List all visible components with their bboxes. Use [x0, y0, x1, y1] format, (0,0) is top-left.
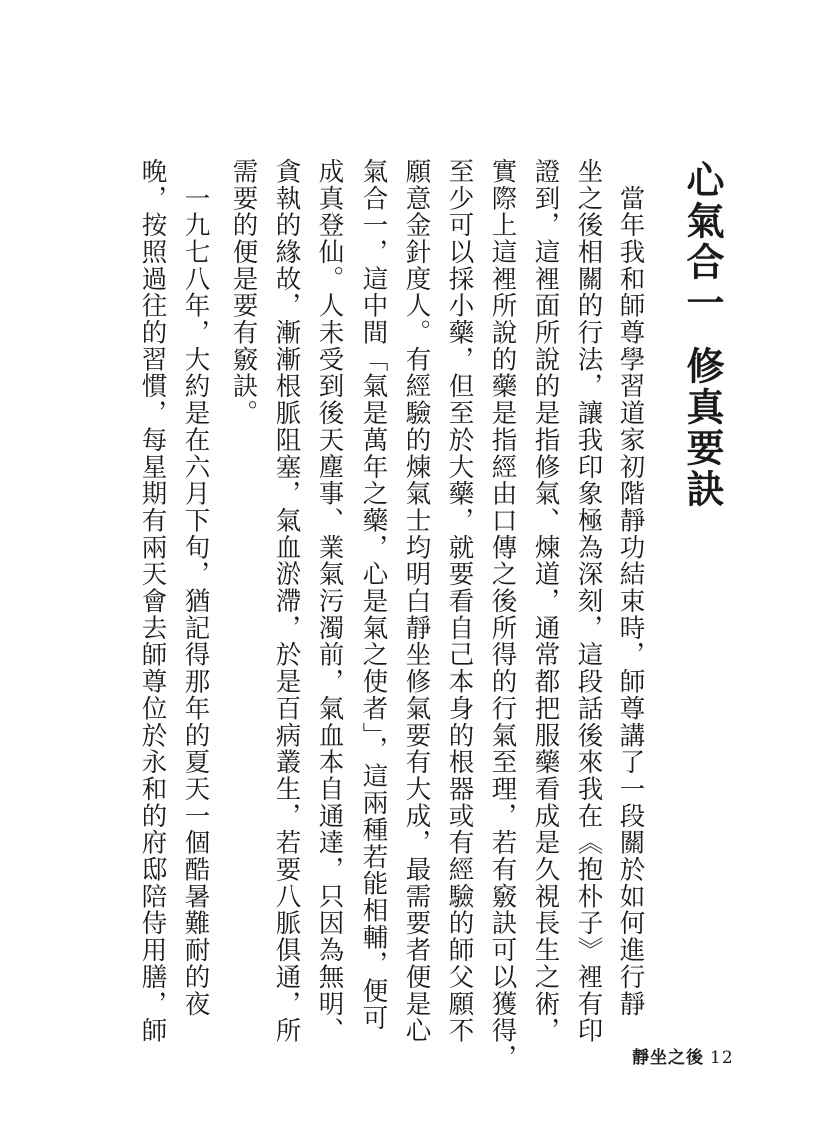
- text-column: 貪執的緣故，漸漸根脈阻塞，氣血淤滯，於是百病叢生，若要八脈俱通，所: [271, 158, 302, 1045]
- text-column: 需要的便是要有竅訣。: [228, 158, 259, 427]
- chapter-title-sub: 修真要訣: [680, 346, 725, 510]
- text-column: 當年我和師尊學習道家初階靜功結束時，師尊講了一段關於如何進行靜: [615, 158, 646, 1018]
- text-column: 晚，按照過往的習慣，每星期有兩天會去師尊位於永和的府邸陪侍用膳，師: [137, 158, 168, 1045]
- text-column: 願意金針度人。有經驗的煉氣士均明白靜坐修氣要有大成，最需要者便是心: [401, 158, 432, 1045]
- chapter-title-main: 心氣合一: [680, 160, 725, 324]
- running-title: 靜坐之後: [632, 1048, 704, 1068]
- page-number: 12: [710, 1048, 734, 1068]
- text-column: 證到，這裡面所說的是指修氣、煉道，通常都把服藥看成是久視長生之術，: [530, 158, 561, 1045]
- text-column: 至少可以採小藥，但至於大藥，就要看自己本身的根器或有經驗的師父願不: [444, 158, 475, 1045]
- page-footer: [632, 1043, 734, 1068]
- chapter-title: [680, 160, 725, 510]
- text-column: 成真登仙。人未受到後天塵事、業氣污濁前，氣血本自通達，只因為無明、: [314, 158, 345, 1045]
- text-column: 一九七八年，大約是在六月下旬，猶記得那年的夏天一個酷暑難耐的夜: [180, 158, 211, 1018]
- text-column: 實際上這裡所說的藥是指經由口傳之後所得的行氣至理，若有竅訣可以獲得，: [487, 158, 518, 1071]
- text-column: 氣合一，這中間「氣是萬年之藥，心是氣之使者」，這兩種若能相輔，便可: [358, 158, 389, 1032]
- text-column: 坐之後相關的行法，讓我印象極為深刻，這段話後來我在《抱朴子》裡有印: [573, 158, 604, 1045]
